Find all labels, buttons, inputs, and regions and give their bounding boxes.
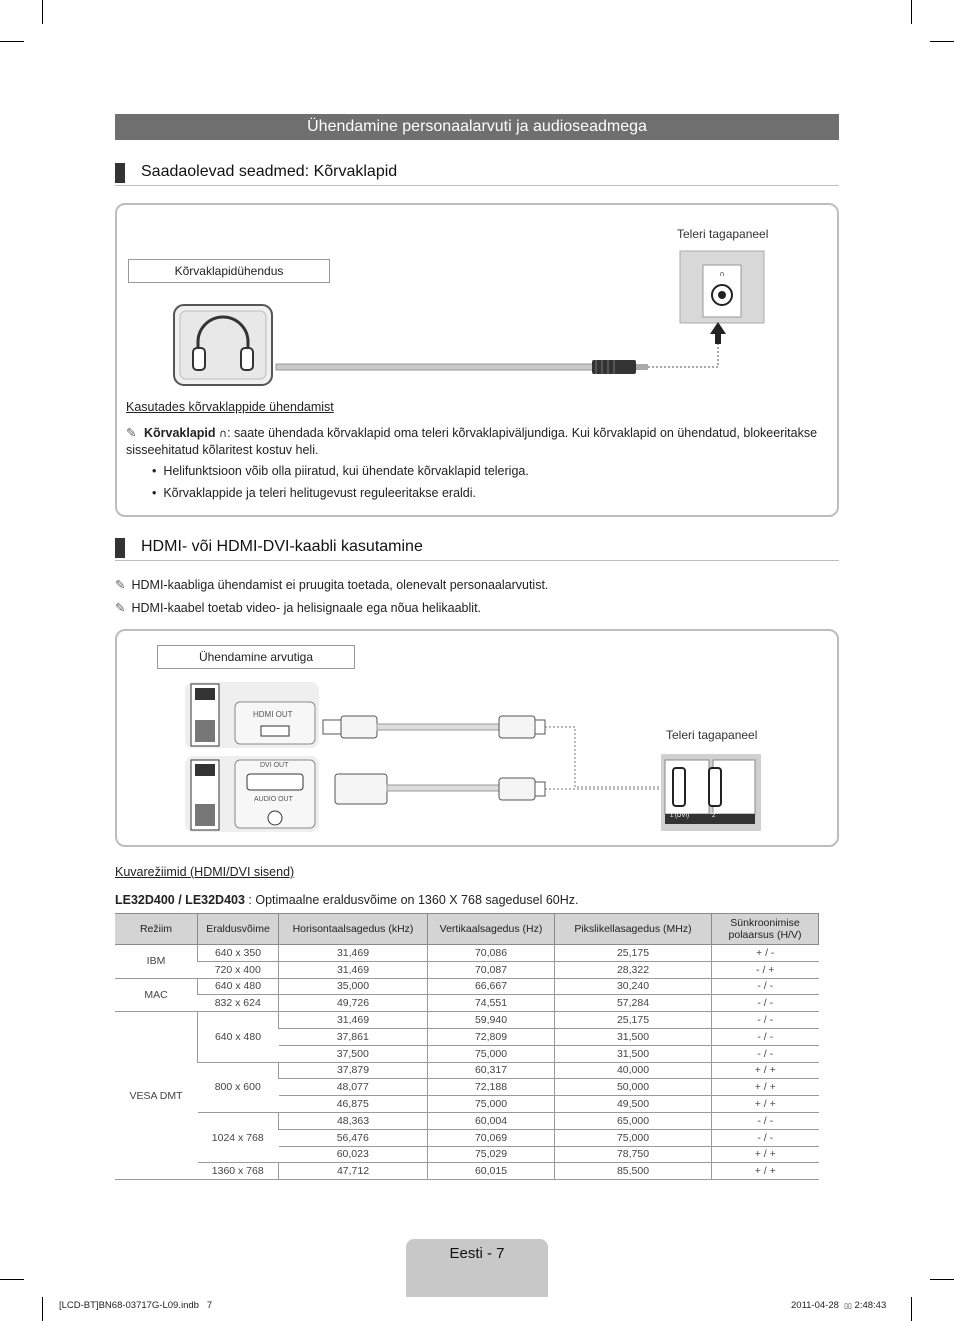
cable <box>276 360 648 374</box>
col-vfreq: Vertikaalsagedus (Hz) <box>428 914 555 945</box>
bullet-text: Helifunktsioon võib olla piiratud, kui ühendate kõrvaklapid teleriga. <box>163 464 529 478</box>
cell-hfreq: 48,077 <box>279 1079 428 1096</box>
cell-pixclock: 25,175 <box>555 945 712 962</box>
note-pencil-icon: ✎ <box>115 577 126 592</box>
hdmi-note <box>115 600 481 616</box>
col-hfreq: Horisontaalsagedus (kHz) <box>279 914 428 945</box>
cell-pixclock: 31,500 <box>555 1045 712 1062</box>
col-pixclock: Pikslikellasagedus (MHz) <box>555 914 712 945</box>
cell-polarity: - / - <box>712 978 819 995</box>
col-polarity: Sünkroonimise polaarsus (H/V) <box>712 914 819 945</box>
cell-hfreq: 47,712 <box>279 1163 428 1180</box>
hdmi-note <box>115 577 548 593</box>
cell-pixclock: 57,284 <box>555 995 712 1012</box>
section-title-headphones <box>115 161 839 186</box>
cell-hfreq: 37,500 <box>279 1045 428 1062</box>
table-row <box>115 1163 819 1180</box>
cell-hfreq: 37,879 <box>279 1062 428 1079</box>
port-1-label: 1 (DVI) <box>670 813 690 819</box>
tv-back-label: Teleri tagapaneel <box>677 227 769 241</box>
headphones-note <box>126 425 826 458</box>
cell-hfreq: 48,363 <box>279 1112 428 1129</box>
cell-mode: MAC <box>115 978 198 1012</box>
page-number-tab <box>406 1239 548 1297</box>
cell-vfreq: 74,551 <box>428 995 555 1012</box>
pc-dvi-icon <box>185 756 319 832</box>
cell-vfreq: 70,086 <box>428 945 555 962</box>
note-text: HDMI-kaabel toetab video- ja helisignaale ega nõua helikaablit. <box>131 601 482 615</box>
cell-polarity: - / + <box>712 961 819 978</box>
cell-pixclock: 78,750 <box>555 1146 712 1163</box>
note-pencil-icon: ✎ <box>126 425 137 440</box>
cell-hfreq: 31,469 <box>279 1012 428 1029</box>
cell-vfreq: 60,015 <box>428 1163 555 1180</box>
bullet-item: • Helifunktsioon võib olla piiratud, kui ühendate kõrvaklapid teleriga. <box>152 464 529 478</box>
cell-pixclock: 25,175 <box>555 1012 712 1029</box>
bullet-item: • Kõrvaklappide ja teleri helitugevust reguleeritakse eraldi. <box>152 486 477 500</box>
cell-polarity: + / - <box>712 945 819 962</box>
display-modes-table <box>115 913 819 1180</box>
hdmi-out-label: HDMI OUT <box>253 710 293 719</box>
cell-resolution: 832 x 624 <box>198 995 279 1012</box>
cell-polarity: - / - <box>712 1112 819 1129</box>
cell-pixclock: 31,500 <box>555 1028 712 1045</box>
diagram-label: Kõrvaklapidühendus <box>128 259 330 283</box>
table-row <box>115 978 819 995</box>
headphones-icon <box>174 305 272 385</box>
cell-hfreq: 31,469 <box>279 945 428 962</box>
cell-vfreq: 72,188 <box>428 1079 555 1096</box>
cell-polarity: - / - <box>712 1045 819 1062</box>
table-row <box>115 1062 819 1079</box>
section-marker <box>115 163 125 183</box>
table-row <box>115 995 819 1012</box>
optimal-resolution-note <box>115 892 579 908</box>
cell-hfreq: 56,476 <box>279 1129 428 1146</box>
crop-mark <box>42 0 43 24</box>
model-name: LE32D400 / LE32D403 <box>115 893 245 907</box>
cell-mode: VESA DMT <box>115 1012 198 1180</box>
cell-polarity: + / + <box>712 1079 819 1096</box>
table-row <box>115 1012 819 1029</box>
note-text: HDMI-kaabliga ühendamist ei pruugita toetada, olenevalt personaalarvutist. <box>131 578 549 592</box>
crop-mark <box>0 1279 24 1280</box>
pc-hdmi-icon <box>185 682 319 748</box>
cell-vfreq: 59,940 <box>428 1012 555 1029</box>
page-header: Ühendamine personaalarvuti ja audioseadmega <box>115 114 839 140</box>
cell-pixclock: 65,000 <box>555 1112 712 1129</box>
footer-time-icon: ▯▯ <box>844 1303 852 1310</box>
footer-timestamp <box>791 1300 886 1311</box>
footer-date: 2011-04-28 <box>791 1300 839 1311</box>
cell-polarity: + / + <box>712 1146 819 1163</box>
cell-vfreq: 72,809 <box>428 1028 555 1045</box>
cell-vfreq: 60,004 <box>428 1112 555 1129</box>
cell-polarity: - / - <box>712 1028 819 1045</box>
note-bold: Kõrvaklapid <box>143 426 216 440</box>
crop-mark <box>930 41 954 42</box>
connection-arrow <box>648 322 726 367</box>
subheading-headphones: Kasutades kõrvaklappide ühendamist <box>126 400 334 414</box>
cell-mode: IBM <box>115 945 198 979</box>
tv-back-label: Teleri tagapaneel <box>666 728 758 742</box>
footer-time: 2:48:43 <box>854 1300 887 1311</box>
cell-vfreq: 75,000 <box>428 1045 555 1062</box>
headphones-diagram <box>120 250 820 390</box>
crop-mark <box>42 1297 43 1321</box>
table-header-row <box>115 914 819 945</box>
cell-hfreq: 37,861 <box>279 1028 428 1045</box>
cell-hfreq: 49,726 <box>279 995 428 1012</box>
cell-polarity: - / - <box>712 1012 819 1029</box>
cell-hfreq: 60,023 <box>279 1146 428 1163</box>
note-text: : saate ühendada kõrvaklapid oma teleri kõrvaklapiväljundiga. Kui kõrvaklapid on ühendatud, blokeeritakse sisseehitatud kõlaritest kostuv heli. <box>126 426 818 457</box>
table-row <box>115 945 819 962</box>
tv-back-panel <box>680 251 764 323</box>
cell-resolution: 1360 x 768 <box>198 1163 279 1180</box>
cell-pixclock: 85,500 <box>555 1163 712 1180</box>
dvi-out-label: DVI OUT <box>260 762 289 769</box>
diagram-label: Ühendamine arvutiga <box>157 645 355 669</box>
col-resolution: Eraldusvõime <box>198 914 279 945</box>
hdmi-cable <box>323 716 545 738</box>
crop-mark <box>911 1297 912 1321</box>
cell-polarity: + / + <box>712 1096 819 1113</box>
audio-out-label: AUDIO OUT <box>254 796 293 803</box>
cell-hfreq: 46,875 <box>279 1096 428 1113</box>
bullet-text: Kõrvaklappide ja teleri helitugevust reguleeritakse eraldi. <box>163 486 477 500</box>
cell-vfreq: 75,000 <box>428 1096 555 1113</box>
cell-resolution: 640 x 350 <box>198 945 279 962</box>
crop-mark <box>930 1279 954 1280</box>
cell-resolution: 640 x 480 <box>198 978 279 995</box>
cell-pixclock: 50,000 <box>555 1079 712 1096</box>
col-mode: Režiim <box>115 914 198 945</box>
cell-pixclock: 40,000 <box>555 1062 712 1079</box>
note-pencil-icon: ✎ <box>115 600 126 615</box>
cell-vfreq: 60,317 <box>428 1062 555 1079</box>
cell-pixclock: 75,000 <box>555 1129 712 1146</box>
cell-resolution: 640 x 480 <box>198 1012 279 1062</box>
cell-polarity: - / - <box>712 1129 819 1146</box>
table-row <box>115 1112 819 1129</box>
pc-connection-diagram <box>185 680 775 835</box>
section-title-hdmi <box>115 536 839 561</box>
cell-hfreq: 31,469 <box>279 961 428 978</box>
display-modes-heading: Kuvarežiimid (HDMI/DVI sisend) <box>115 865 295 879</box>
crop-mark <box>911 0 912 24</box>
cell-polarity: - / - <box>712 995 819 1012</box>
dvi-hdmi-cable <box>335 774 545 804</box>
footer-file: [LCD-BT]BN68-03717G-L09.indb 7 <box>59 1300 213 1311</box>
table-row <box>115 961 819 978</box>
section-marker <box>115 538 125 558</box>
headphone-symbol-icon: ∩ <box>219 427 228 440</box>
cell-resolution: 720 x 400 <box>198 961 279 978</box>
tv-hdmi-panel <box>661 754 761 831</box>
cell-resolution: 1024 x 768 <box>198 1112 279 1162</box>
cell-vfreq: 70,087 <box>428 961 555 978</box>
model-note: : Optimaalne eraldusvõime on 1360 X 768 sagedusel 60Hz. <box>244 893 579 907</box>
page-number: Eesti - 7 <box>449 1245 505 1262</box>
cell-pixclock: 28,322 <box>555 961 712 978</box>
cell-polarity: + / + <box>712 1163 819 1180</box>
cell-pixclock: 49,500 <box>555 1096 712 1113</box>
port-2-label: 2 <box>712 813 716 819</box>
cell-vfreq: 75,029 <box>428 1146 555 1163</box>
section-title-text: HDMI- või HDMI-DVI-kaabli kasutamine <box>141 538 423 555</box>
hdmi-in-label: HDMI IN <box>730 781 750 787</box>
section-title-text: Saadaolevad seadmed: Kõrvaklapid <box>141 163 398 180</box>
cell-vfreq: 70,069 <box>428 1129 555 1146</box>
cell-resolution: 800 x 600 <box>198 1062 279 1112</box>
cell-vfreq: 66,667 <box>428 978 555 995</box>
cell-hfreq: 35,000 <box>279 978 428 995</box>
crop-mark <box>0 41 24 42</box>
cell-pixclock: 30,240 <box>555 978 712 995</box>
cell-polarity: + / + <box>712 1062 819 1079</box>
svg-text:∩: ∩ <box>719 270 725 278</box>
